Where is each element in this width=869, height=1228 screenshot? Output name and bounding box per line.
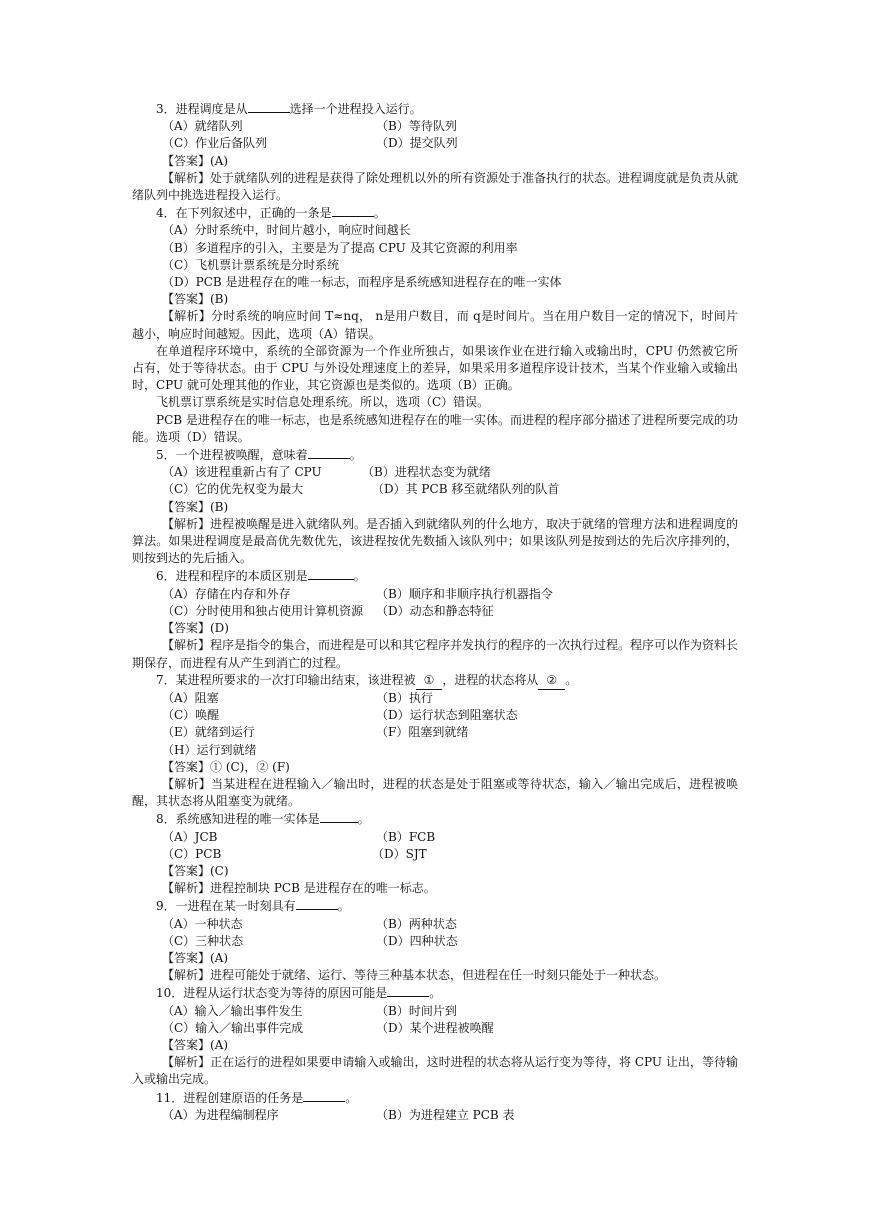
option: （A）该进程重新占有了 CPU: [162, 465, 322, 480]
question-3: [132, 100, 738, 204]
option-row: [132, 135, 738, 152]
option-row: [132, 724, 738, 741]
answer-line: 【答案】(B): [162, 292, 229, 307]
option: （D）SJT: [372, 846, 427, 861]
stem-text: 6．进程和程序的本质区别是: [156, 569, 308, 584]
question-9: [132, 897, 738, 984]
stem-text: 选择一个进程投入运行。: [289, 102, 422, 116]
option: （D）PCB 是进程存在的唯一标志，而程序是系统感知进程存在的唯一实体: [162, 275, 562, 290]
option-row: [132, 603, 738, 620]
stem-text: 4．在下列叙述中，正确的一条是: [156, 206, 332, 221]
option-row: [132, 846, 738, 863]
option-row: [132, 1107, 738, 1124]
stem-text: 9．一进程在某一时刻具有: [156, 899, 296, 914]
stem-text: 。: [357, 812, 370, 827]
option: （D）某个进程被唤醒: [376, 1020, 494, 1035]
stem-text: 。: [429, 986, 442, 1001]
answer-line: 【答案】(A): [162, 153, 229, 168]
answer-line: 【答案】① (C)，② (F): [162, 759, 290, 774]
option-row: [132, 481, 738, 498]
answer-blank-1: ①: [416, 672, 443, 690]
answer-blank: [320, 810, 358, 823]
option: （F）阻塞到就绪: [376, 725, 469, 740]
answer-blank: [248, 100, 290, 113]
option-row: [132, 690, 738, 707]
answer-blank: [332, 204, 374, 217]
option-row: [132, 586, 738, 603]
option: （B）顺序和非顺序执行机器指令: [376, 586, 553, 601]
option: （B）执行: [376, 690, 433, 705]
analysis-paragraph: 【解析】当某进程在进程输入／输出时，进程的状态是处于阻塞或等待状态，输入／输出完成后，进程被唤醒，其状态将从阻塞变为就绪。: [132, 776, 738, 809]
option: （C）唤醒: [162, 708, 220, 723]
answer-blank: [308, 446, 350, 459]
stem-text: 。: [353, 569, 366, 584]
answer-blank: [296, 897, 338, 910]
answer-blank: [303, 1089, 345, 1102]
option: （D）其 PCB 移至就绪队列的队首: [372, 482, 560, 497]
analysis-paragraph: PCB 是进程存在的唯一标志，也是系统感知进程存在的唯一实体。而进程的程序部分描述了进程所要完成的功能。选项（D）错误。: [132, 412, 738, 444]
analysis-paragraph: 【解析】处于就绪队列的进程是获得了除处理机以外的所有资源处于准备执行的状态。进程调度就是负责从就绪队列中挑选进程投入运行。: [132, 170, 739, 203]
option: （A）输入／输出事件发生: [162, 1003, 303, 1018]
stem-text: 10．进程从运行状态变为等待的原因可能是: [156, 986, 388, 1001]
option-row: [132, 933, 738, 950]
option: （C）飞机票计票系统是分时系统: [162, 257, 340, 272]
question-6: [132, 567, 738, 671]
option: （D）运行状态到阻塞状态: [376, 708, 518, 723]
question-10: [132, 984, 738, 1088]
question-11: [132, 1089, 738, 1124]
question-5: [132, 446, 738, 567]
question-stem: [132, 100, 738, 118]
option: （A）JCB: [162, 829, 218, 844]
option-row: [132, 742, 738, 759]
question-stem: [132, 446, 738, 464]
option-row: [132, 118, 738, 135]
option: （A）就绪队列: [162, 119, 243, 134]
option-row: [132, 464, 738, 481]
stem-text: 。: [565, 672, 578, 687]
analysis-paragraph: 【解析】进程控制块 PCB 是进程存在的唯一标志。: [162, 881, 436, 896]
option: （C）它的优先权变为最大: [162, 482, 304, 497]
option-row: [132, 1020, 738, 1037]
option: （B）为进程建立 PCB 表: [376, 1107, 515, 1122]
option: （C）PCB: [162, 846, 222, 861]
stem-text: 。: [337, 899, 350, 914]
option: （B）进程状态变为就绪: [362, 465, 491, 480]
answer-line: 【答案】(A): [162, 1037, 229, 1052]
option: （A）一种状态: [162, 916, 243, 931]
option: （A）分时系统中，时间片越小，响应时间越长: [162, 223, 411, 238]
answer-line: 【答案】(A): [162, 950, 229, 965]
stem-text: 。: [373, 206, 386, 221]
option: （B）多道程序的引入，主要是为了提高 CPU 及其它资源的利用率: [162, 240, 518, 255]
stem-text: 。: [349, 448, 362, 463]
analysis-paragraph: 【解析】进程可能处于就绪、运行、等待三种基本状态，但进程在任一时刻只能处于一种状态。: [162, 968, 667, 983]
question-stem: [132, 204, 738, 222]
stem-text: 7．某进程所要求的一次打印输出结束，该进程被: [156, 672, 416, 687]
stem-text: 5．一个进程被唤醒，意味着: [156, 448, 308, 463]
answer-blank-2: ②: [538, 672, 565, 690]
question-stem: [132, 1089, 738, 1107]
analysis-paragraph: 【解析】进程被唤醒是进入就绪队列。是否插入到就绪队列的什么地方，取决于就绪的管理方法和进程调度的算法。如果进程调度是最高优先数优先，该进程按优先数插入该队列中；如果该队列是按到达的先后次序排列的，则按到达的先后插入。: [132, 516, 739, 566]
option: （A）阻塞: [162, 690, 219, 705]
question-stem: [132, 810, 738, 828]
question-stem: [132, 897, 738, 915]
question-stem: [132, 567, 738, 585]
question-8: [132, 810, 738, 897]
analysis-paragraph: 【解析】分时系统的响应时间 T≈nq， n是用户数目，而 q是时间片。当在用户数目一定的情况下，时间片越小，响应时间越短。因此，选项（A）错误。: [132, 309, 738, 341]
option: （E）就绪到运行: [162, 725, 255, 740]
answer-line: 【答案】(D): [162, 621, 229, 636]
question-7: [132, 672, 738, 811]
option-row: [132, 916, 738, 933]
option: （B）时间片到: [376, 1003, 457, 1018]
stem-text: 3．进程调度是从: [156, 102, 248, 116]
stem-text: 8．系统感知进程的唯一实体是: [156, 812, 320, 827]
option: （C）分时使用和独占使用计算机资源: [162, 603, 364, 618]
stem-text: 11．进程创建原语的任务是: [156, 1090, 304, 1105]
answer-blank: [387, 984, 429, 997]
option: （C）三种状态: [162, 933, 244, 948]
analysis-paragraph: 在单道程序环境中，系统的全部资源为一个作业所独占，如果该作业在进行输入或输出时，CPU 仍然被它所占有，处于等待状态。由于 CPU 与外设处理速度上的差异，如果采用多道程序设计技术，当某个作业输入或输出时，CPU 就可处理其他的作业，其它资源也是类似的。选项（B）正确。: [132, 343, 738, 393]
question-stem: [132, 984, 738, 1002]
answer-line: 【答案】(B): [162, 499, 229, 514]
option-row: [132, 1003, 738, 1020]
document-content: [132, 100, 738, 1124]
answer-blank: [308, 567, 354, 580]
option: （D）四种状态: [376, 933, 458, 948]
question-4: [132, 204, 738, 446]
option-row: [132, 707, 738, 724]
option: （A）为进程编制程序: [162, 1107, 279, 1122]
option: （B）FCB: [376, 829, 436, 844]
option: （B）两种状态: [376, 916, 457, 931]
option-row: [132, 829, 738, 846]
analysis-paragraph: 飞机票订票系统是实时信息处理系统。所以，选项（C）错误。: [156, 395, 490, 410]
question-stem: [132, 672, 738, 690]
option: （H）运行到就绪: [162, 742, 257, 757]
analysis-paragraph: 【解析】正在运行的进程如果要申请输入或输出，这时进程的状态将从运行变为等待，将 CPU 让出，等待输入或输出完成。: [132, 1055, 738, 1087]
option: （D）提交队列: [376, 136, 458, 151]
answer-line: 【答案】(C): [162, 863, 229, 878]
option: （C）输入／输出事件完成: [162, 1020, 304, 1035]
option: （B）等待队列: [376, 119, 457, 134]
stem-text: ，进程的状态将从: [442, 672, 539, 687]
stem-text: 。: [345, 1090, 358, 1105]
option: （C）作业后备队列: [162, 136, 268, 151]
option: （D）动态和静态特征: [376, 603, 494, 618]
option: （A）存储在内存和外存: [162, 586, 291, 601]
analysis-paragraph: 【解析】程序是指令的集合，而进程是可以和其它程序并发执行的程序的一次执行过程。程序可以作为资料长期保存，而进程有从产生到消亡的过程。: [132, 638, 739, 670]
